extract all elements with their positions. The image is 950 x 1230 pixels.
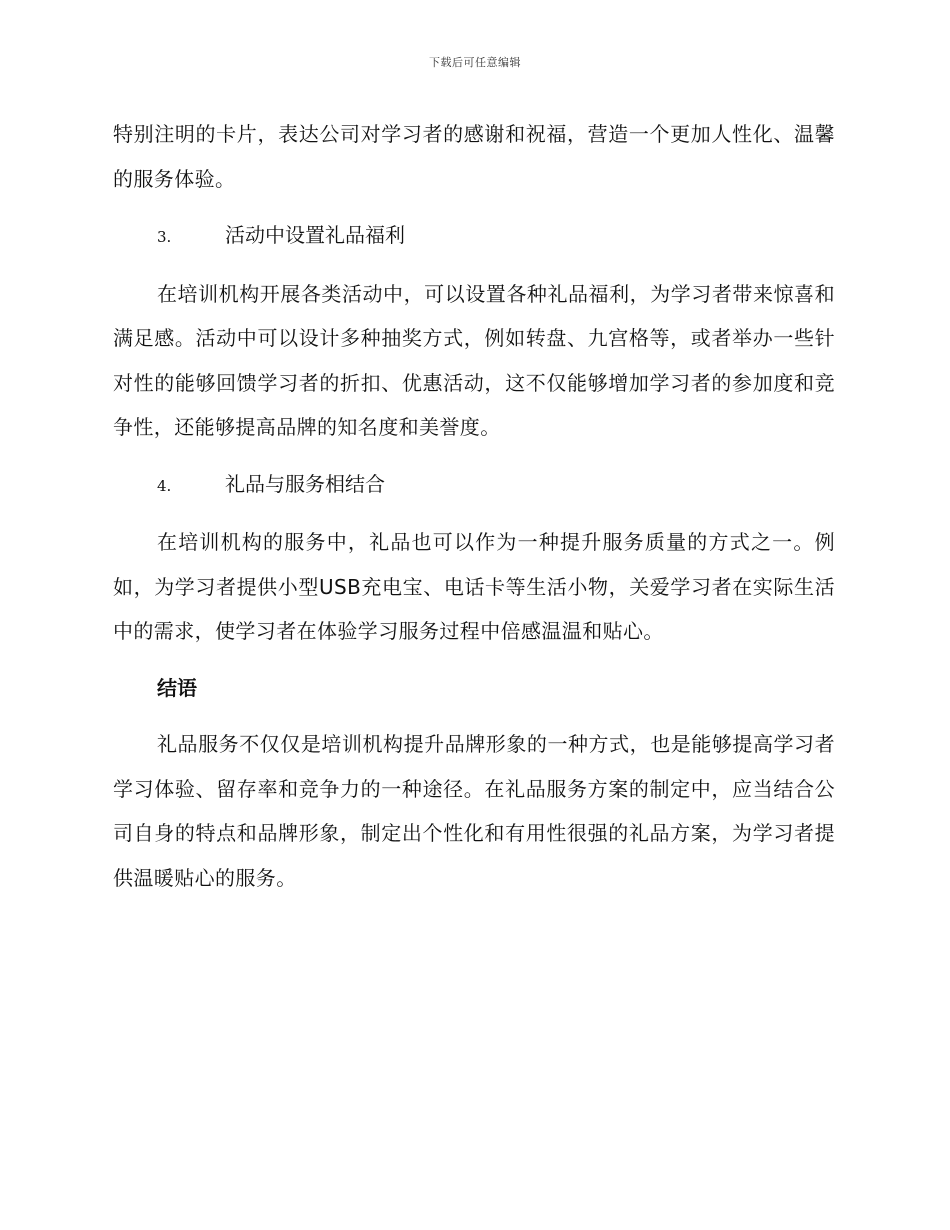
list-number: 4. <box>157 476 172 495</box>
paragraph-service: 在培训机构的服务中，礼品也可以作为一种提升服务质量的方式之一。例如，为学习者提供小型USB充电宝、电话卡等生活小物，关爱学习者在实际生活中的需求，使学习者在体验学习服务过程中倍感温温和贴心。 <box>113 530 835 643</box>
list-number: 3. <box>157 228 172 246</box>
paragraph-conclusion: 礼品服务不仅仅是培训机构提升品牌形象的一种方式，也是能够提高学习者学习体验、留存率和竞争力的一种途径。在礼品服务方案的制定中，应当结合公司自身的特点和品牌形象，制定出个性化和有用性很强的礼品方案，为学习者提供温暖贴心的服务。 <box>113 732 835 890</box>
list-heading-4 <box>113 462 835 509</box>
list-heading-title: 礼品与服务相结合 <box>225 471 385 496</box>
conclusion-heading: 结语 <box>157 675 197 700</box>
list-heading-title: 活动中设置礼品福利 <box>225 223 405 247</box>
paragraph-continuation: 特别注明的卡片，表达公司对学习者的感谢和祝福，营造一个更加人性化、温馨的服务体验。 <box>113 122 835 191</box>
paragraph-activities: 在培训机构开展各类活动中，可以设置各种礼品福利，为学习者带来惊喜和满足感。活动中可以设计多种抽奖方式，例如转盘、九宫格等，或者举办一些针对性的能够回馈学习者的折扣、优惠活动，这不仅能够增加学习者的参加度和竞争性，还能够提高品牌的知名度和美誉度。 <box>113 281 835 439</box>
list-heading-3 <box>113 213 835 260</box>
document-body <box>113 112 835 912</box>
page-header: 下载后可任意编辑 <box>429 56 521 69</box>
